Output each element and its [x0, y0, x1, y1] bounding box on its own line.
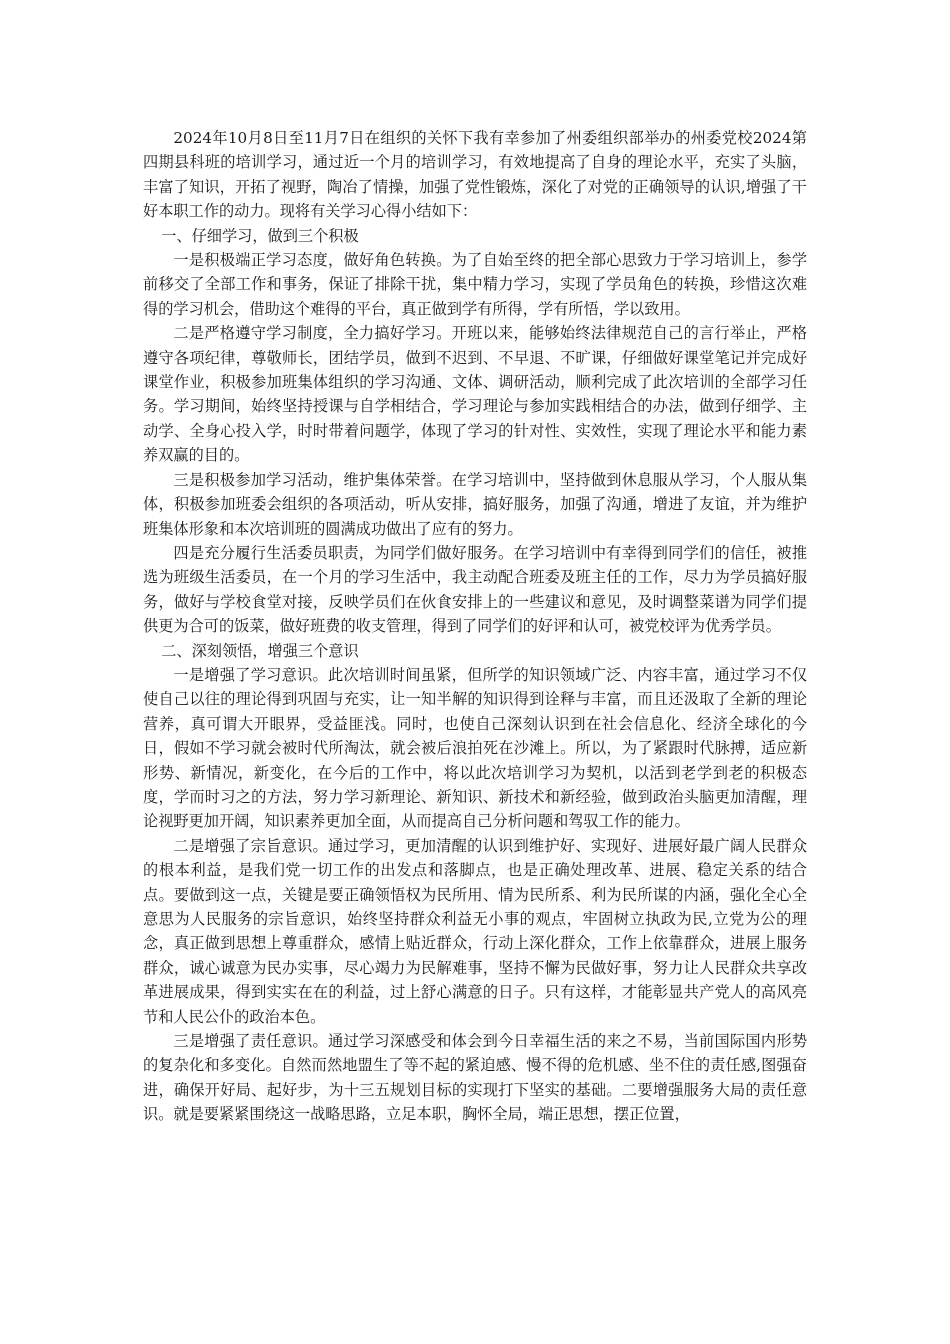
body-paragraph: 四是充分履行生活委员职责，为同学们做好服务。在学习培训中有幸得到同学们的信任，被推选为班级生活委员，在一个月的学习生活中，我主动配合班委及班主任的工作，尽力为学员搞好服务，做好与学校食堂对接，反映学员们在伙食安排上的一些建议和意见，及时调整菜谱为同学们提供更为合可的饭菜，做好班费的收支管理，得到了同学们的好评和认可，被党校评为优秀学员。: [143, 543, 807, 636]
document-body: [143, 126, 807, 1127]
section-heading-1: 一、仔细学习，做到三个积极: [161, 226, 359, 245]
body-paragraph: 一是积极端正学习态度，做好角色转换。为了自始至终的把全部心思致力于学习培训上，参学前移交了全部工作和事务，保证了排除干扰，集中精力学习，实现了学员角色的转换，珍惜这次难得的学习机会，借助这个难得的平台，真正做到学有所得，学有所悟，学以致用。: [143, 251, 807, 318]
body-paragraph: 二是增强了宗旨意识。通过学习，更加清醒的认识到维护好、实现好、进展好最广阔人民群众的根本利益，是我们党一切工作的出发点和落脚点，也是正确处理改革、进展、稳定关系的结合点。要做到这一点，关键是要正确领悟权为民所用、情为民所系、利为民所谋的内涵，强化全心全意思为人民服务的宗旨意识，始终坚持群众利益无小事的观点，牢固树立执政为民,立党为公的理念，真正做到思想上尊重群众，感情上贴近群众，行动上深化群众，工作上依靠群众，进展上服务群众，诚心诚意为民办实事，尽心竭力为民解难事，坚持不懈为民做好事，努力让人民群众共享改革进展成果，得到实实在在的利益，过上舒心满意的日子。只有这样，才能彰显共产党人的高风亮节和人民公仆的政治本色。: [143, 836, 807, 1026]
intro-paragraph: 2024年10月8日至11月7日在组织的关怀下我有幸参加了州委组织部举办的州委党校2024第四期县科班的培训学习，通过近一个月的培训学习，有效地提高了自身的理论水平，充实了头脑，丰富了知识，开拓了视野，陶冶了情操，加强了党性锻炼，深化了对党的正确领导的认识,增强了干好本职工作的动力。现将有关学习心得小结如下：: [143, 129, 807, 221]
body-paragraph: 二是严格遵守学习制度，全力搞好学习。开班以来，能够始终法律规范自己的言行举止，严格遵守各项纪律，尊敬师长，团结学员，做到不迟到、不早退、不旷课，仔细做好课堂笔记并完成好课堂作业，积极参加班集体组织的学习沟通、文体、调研活动，顺利完成了此次培训的全部学习任务。学习期间，始终坚持授课与自学相结合，学习理论与参加实践相结合的办法，做到仔细学、主动学、全身心投入学，时时带着问题学，体现了学习的针对性、实效性，实现了理论水平和能力素养双赢的目的。: [143, 324, 807, 465]
body-paragraph: 三是积极参加学习活动，维护集体荣誉。在学习培训中，坚持做到休息服从学习，个人服从集体，积极参加班委会组织的各项活动，听从安排，搞好服务，加强了沟通，增进了友谊，并为维护班集体形象和本次培训班的圆满成功做出了应有的努力。: [143, 470, 807, 538]
body-paragraph: 一是增强了学习意识。此次培训时间虽紧，但所学的知识领域广泛、内容丰富，通过学习不仅使自己以往的理论得到巩固与充实，让一知半解的知识得到诠释与丰富，而且还汲取了全新的理论营养，真可谓大开眼界，受益匪浅。同时，也使自己深刻认识到在社会信息化、经济全球化的今日，假如不学习就会被时代所淘汰，就会被后浪拍死在沙滩上。所以，为了紧跟时代脉搏，适应新形势、新情况，新变化，在今后的工作中，将以此次培训学习为契机，以活到老学到老的积极态度，学而时习之的方法，努力学习新理论、新知识、新技术和新经验，做到政治头脑更加清醒，理论视野更加开阔，知识素养更加全面，从而提高自己分析问题和驾驭工作的能力。: [143, 665, 807, 831]
section-heading-2: 二、深刻领悟，增强三个意识: [161, 641, 359, 660]
body-paragraph: 三是增强了责任意识。通过学习深感受和体会到今日幸福生活的来之不易，当前国际国内形势的复杂化和多变化。自然而然地盟生了等不起的紧迫感、慢不得的危机感、坐不住的责任感,图强奋进，确保开好局、起好步，为十三五规划目标的实现打下坚实的基础。二要增强服务大局的责任意识。就是要紧紧围绕这一战略思路，立足本职，胸怀全局，端正思想，摆正位置，: [143, 1032, 807, 1124]
